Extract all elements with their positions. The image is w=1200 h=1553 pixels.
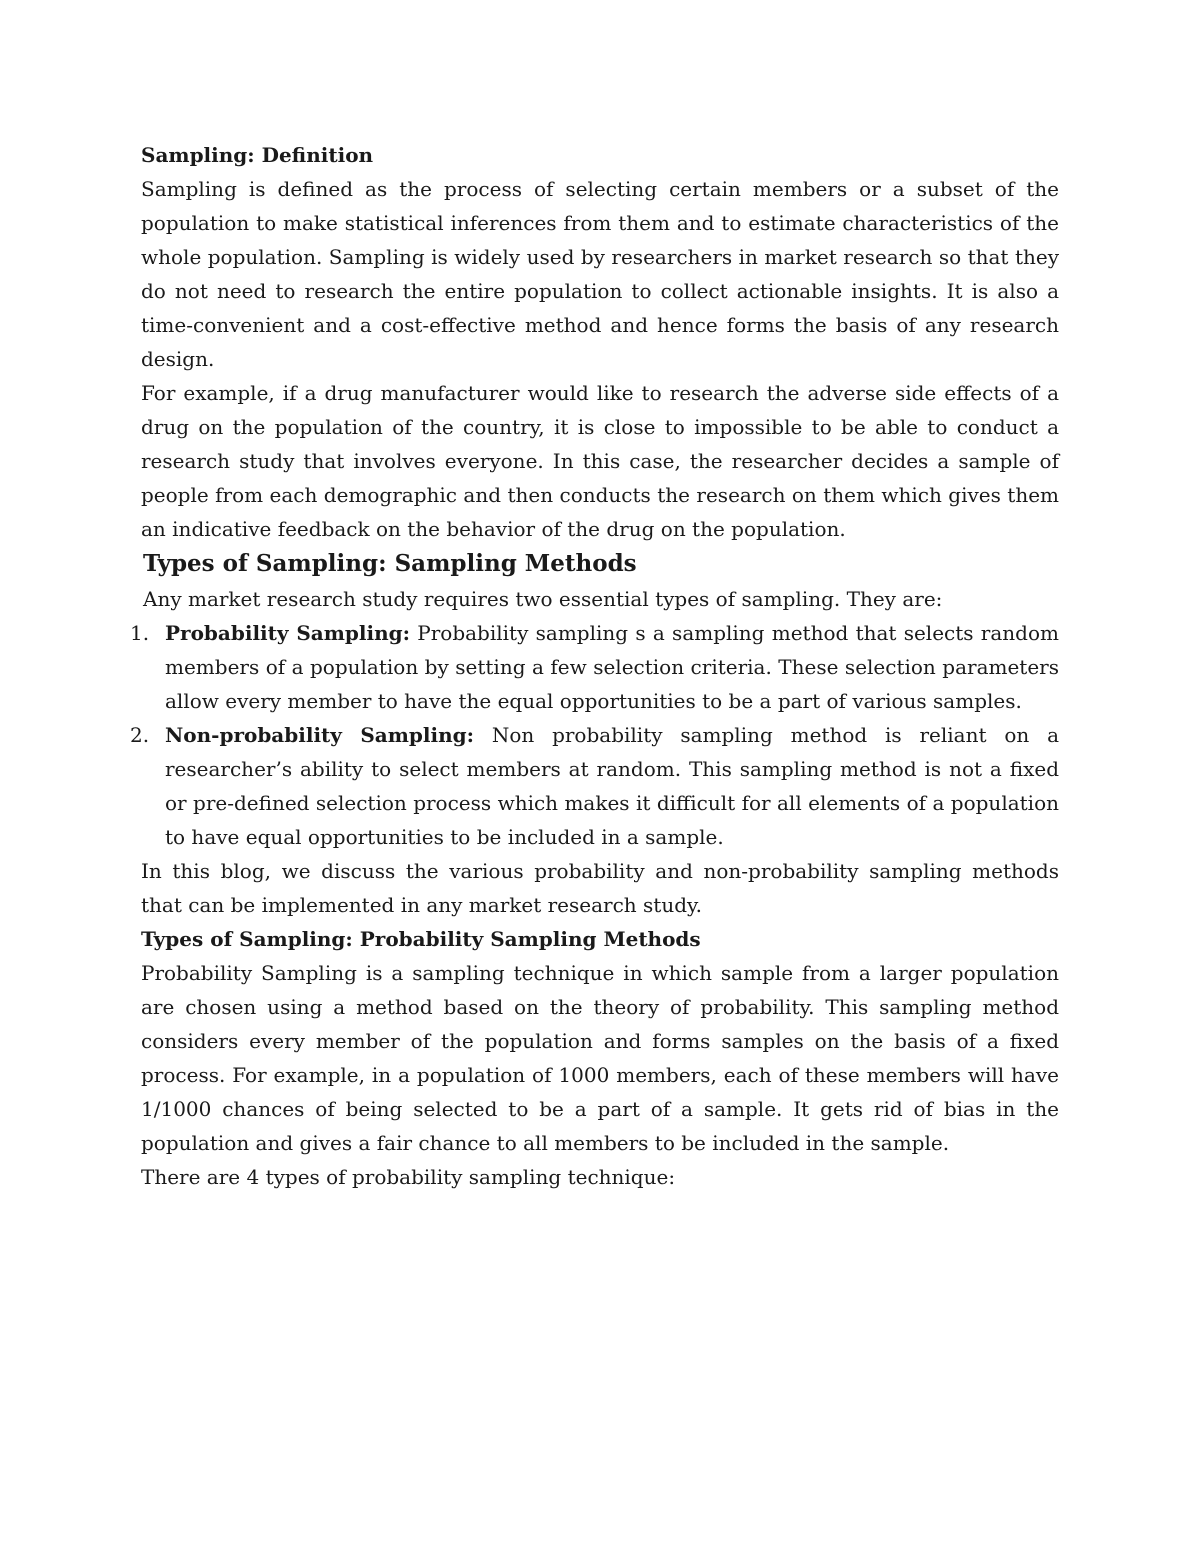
term-probability-sampling: Probability Sampling: [165,621,411,645]
list-item-probability-sampling [130,616,1059,718]
document-body [130,138,1059,1194]
list-number: 2. [130,723,150,747]
paragraph-probability-sampling: Probability Sampling is a sampling technique in which sample from a larger population are chosen using a method based on the theory of probability. This sampling method considers every member of the population and forms samples on the basis of a fixed process. For example, in a population of 1000 members, each of these members will have 1/1000 chances of being selected to be a part of a sample. It gets rid of bias in the population and gives a fair chance to all members to be included in the sample. [141,961,1059,1155]
term-non-probability-sampling: Non-probability Sampling: [165,723,474,747]
list-item-non-probability-sampling [130,718,1059,854]
paragraph-four-types: There are 4 types of probability sampling technique: [141,1165,676,1189]
description-probability-sampling: Probability sampling s a sampling method that selects random members of a population by setting a few selection criteria. These selection parameters allow every member to have the equal opportunities to be a part of various samples. [165,621,1059,713]
paragraph-blog-outro: In this blog, we discuss the various probability and non-probability sampling methods that can be implemented in any market research study. [141,859,1059,917]
sampling-types-list [130,616,1059,854]
paragraph-types-intro: Any market research study requires two essential types of sampling. They are: [143,587,943,611]
description-non-probability-sampling: Non probability sampling method is reliant on a researcher’s ability to select members at random. This sampling method is not a fixed or pre-defined selection process which makes it difficult for all elements of a population to have equal opportunities to be included in a sample. [165,723,1059,849]
heading-sampling-definition: Sampling: Definition [141,143,374,167]
heading-types-of-sampling: Types of Sampling: Sampling Methods [143,550,637,577]
list-number: 1. [130,621,150,645]
paragraph-sampling-definition: Sampling is defined as the process of selecting certain members or a subset of the population to make statistical inferences from them and to estimate characteristics of the whole population. Sampling is widely used by researchers in market research so that they do not need to research the entire population to collect actionable insights. It is also a time-convenient and a cost-effective method and hence forms the basis of any research design. [141,177,1059,371]
paragraph-drug-example: For example, if a drug manufacturer would like to research the adverse side effects of a drug on the population of the country, it is close to impossible to be able to conduct a research study that involves everyone. In this case, the researcher decides a sample of people from each demographic and then conducts the research on them which gives them an indicative feedback on the behavior of the drug on the population. [141,381,1059,541]
heading-probability-methods: Types of Sampling: Probability Sampling Methods [141,927,701,951]
